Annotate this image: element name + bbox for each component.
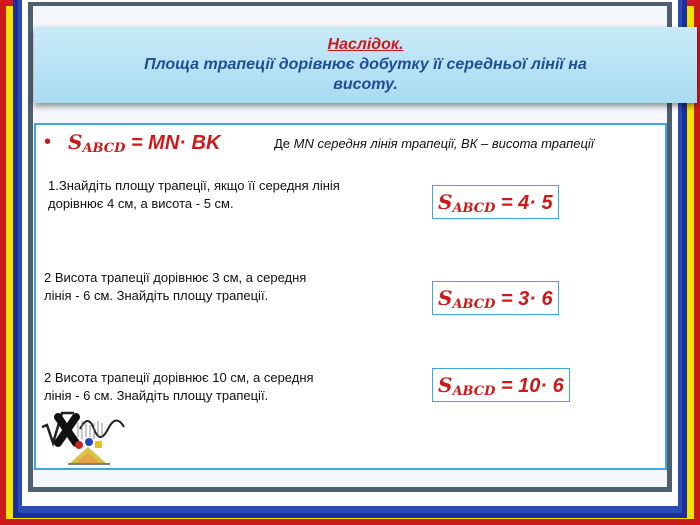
answer-2-rhs: = 3· 6 xyxy=(495,288,553,310)
task-3 xyxy=(44,369,314,405)
answer-1 xyxy=(432,185,559,219)
description-prefix: Де xyxy=(274,136,294,151)
formula-description xyxy=(274,136,594,151)
answer-3-subscript: ABCD xyxy=(452,384,496,399)
answer-2 xyxy=(432,281,559,315)
math-logo-icon xyxy=(40,409,132,472)
title-text-line2: висоту. xyxy=(333,76,398,93)
answer-1-subscript: ABCD xyxy=(452,201,496,216)
formula-symbol: S xyxy=(68,130,83,154)
task-3-line2: лінія - 6 см. Знайдіть площу трапеції. xyxy=(44,388,269,403)
task-2-line2: лінія - 6 см. Знайдіть площу трапеції. xyxy=(44,288,269,303)
answer-2-symbol: S xyxy=(438,286,453,310)
answer-3-rhs: = 10· 6 xyxy=(495,375,564,397)
title-box xyxy=(34,27,697,103)
answer-1-rhs: = 4· 5 xyxy=(495,192,553,214)
bullet-icon: • xyxy=(44,131,52,153)
main-formula xyxy=(68,130,220,156)
task-2-line1: 2 Висота трапеції дорівнює 3 см, а середня xyxy=(44,270,307,285)
answer-1-symbol: S xyxy=(438,190,453,214)
task-1-line1: 1.Знайдіть площу трапеції, якщо її середня лінія xyxy=(48,178,340,193)
title-text-line1: Площа трапеції дорівнює добутку її середньої лінії на xyxy=(144,56,587,73)
task-3-line1: 2 Висота трапеції дорівнює 10 см, а середня xyxy=(44,370,314,385)
task-1-line2: дорівнює 4 см, а висота - 5 см. xyxy=(48,196,234,211)
task-1 xyxy=(48,177,340,213)
answer-3 xyxy=(432,368,570,402)
task-2 xyxy=(44,269,306,305)
description-text: MN середня лінія трапеції, ВК – висота трапеції xyxy=(293,136,594,151)
answer-3-symbol: S xyxy=(438,373,453,397)
formula-subscript: ABCD xyxy=(82,141,126,156)
answer-2-subscript: ABCD xyxy=(452,297,496,312)
formula-rhs: = MN· BK xyxy=(125,132,221,154)
content-panel xyxy=(34,123,667,470)
title-heading: Наслідок. xyxy=(327,36,404,53)
